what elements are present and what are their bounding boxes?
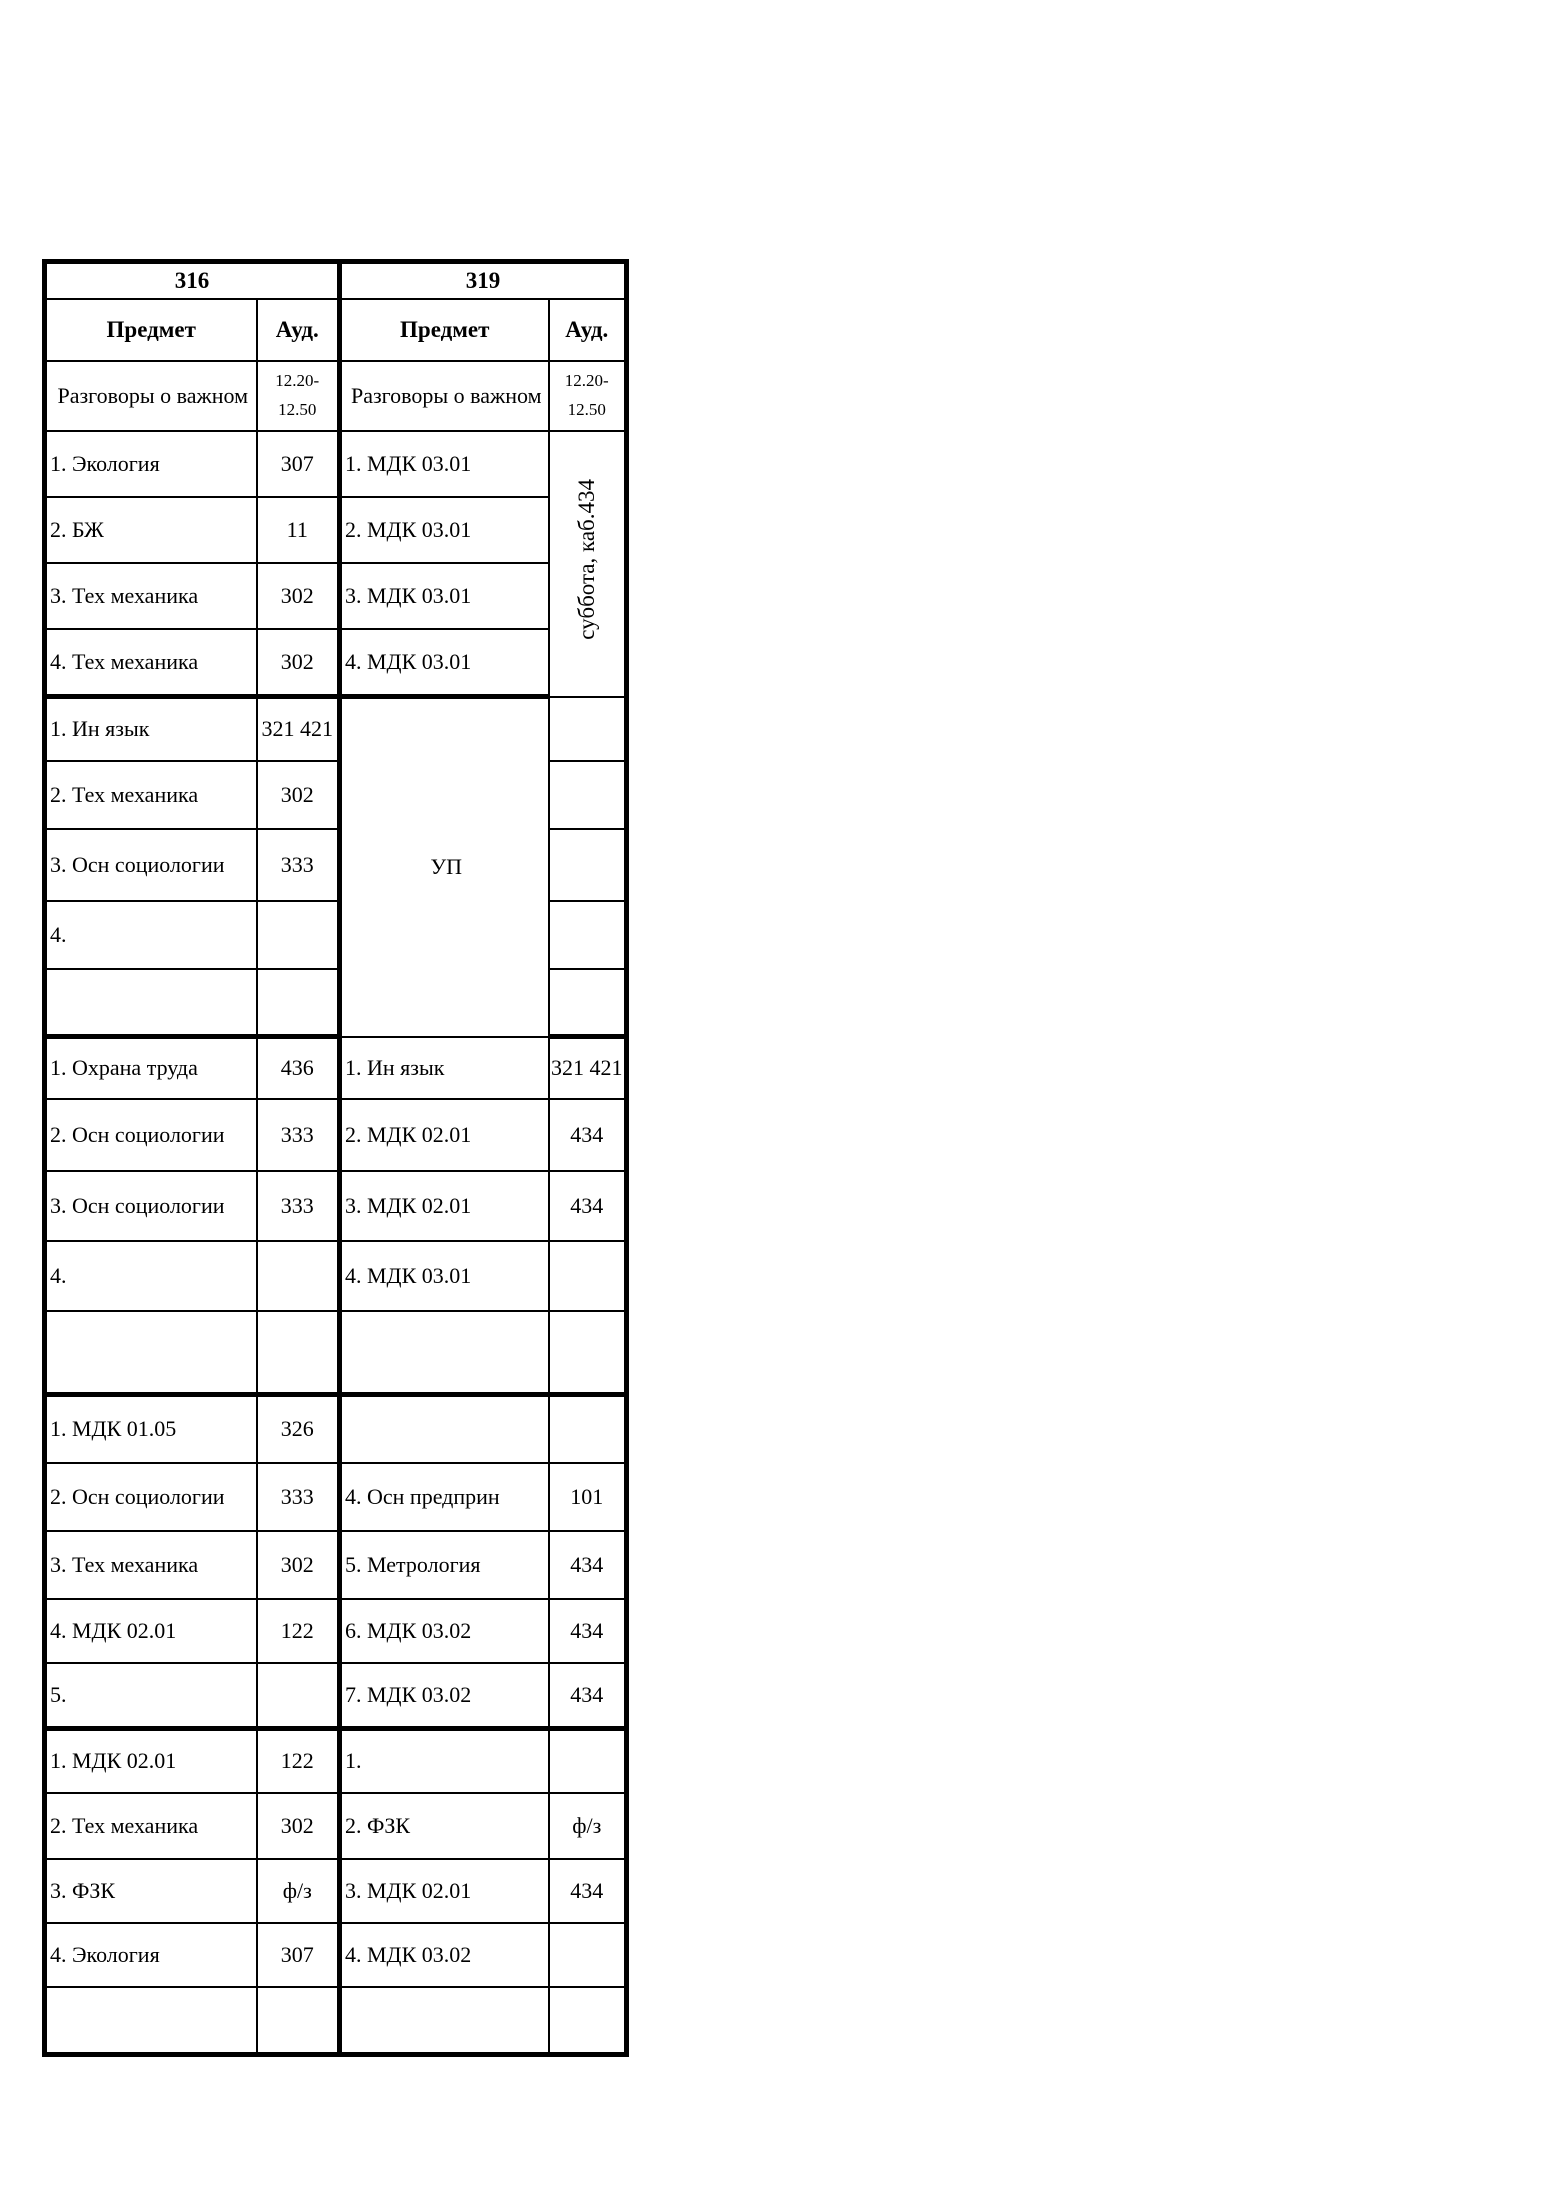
room-cell: 302 (257, 629, 340, 697)
schedule-row (45, 1599, 627, 1663)
subject-cell: 2. Тех механика (45, 1793, 257, 1859)
subject-cell: Разговоры о важном (340, 361, 549, 431)
room-cell (257, 969, 340, 1037)
room-cell (549, 1241, 627, 1311)
room-cell: 12.20-12.50 (257, 361, 340, 431)
room-cell (549, 1923, 627, 1987)
room-cell (549, 761, 627, 829)
subject-cell: 5. Метрология (340, 1531, 549, 1599)
room-cell: 434 (549, 1171, 627, 1241)
room-cell: 302 (257, 1531, 340, 1599)
room-cell: 307 (257, 1923, 340, 1987)
schedule-row (45, 563, 627, 629)
room-cell: 434 (549, 1599, 627, 1663)
subject-cell: 3. Тех механика (45, 563, 257, 629)
schedule-row (45, 431, 627, 497)
subject-cell: 2. Тех механика (45, 761, 257, 829)
group-319-header: 319 (340, 262, 627, 299)
room-cell: 436 (257, 1037, 340, 1099)
subject-cell: Разговоры о важном (45, 361, 257, 431)
group-316-header: 316 (45, 262, 340, 299)
subject-cell: 4. МДК 02.01 (45, 1599, 257, 1663)
room-cell (549, 1987, 627, 2055)
subject-cell: 4. (45, 901, 257, 969)
room-column-header: Ауд. (549, 299, 627, 361)
subject-cell: 3. МДК 03.01 (340, 563, 549, 629)
subject-cell: 1. Охрана труда (45, 1037, 257, 1099)
subject-cell: 4. МДК 03.02 (340, 1923, 549, 1987)
subject-cell: 6. МДК 03.02 (340, 1599, 549, 1663)
subject-cell: 2. Осн социологии (45, 1099, 257, 1171)
schedule-table (42, 259, 629, 2057)
subject-cell: 4. МДК 03.01 (340, 1241, 549, 1311)
schedule-row (45, 629, 627, 697)
subject-cell: 4. (45, 1241, 257, 1311)
room-cell: 122 (257, 1599, 340, 1663)
room-cell: 101 (549, 1463, 627, 1531)
schedule-row (45, 1923, 627, 1987)
room-cell (549, 829, 627, 901)
schedule-row (45, 1531, 627, 1599)
subject-cell: 1. Ин язык (45, 697, 257, 761)
subject-cell (45, 1987, 257, 2055)
schedule-row (45, 1663, 627, 1729)
subject-cell: 4. Экология (45, 1923, 257, 1987)
room-cell: 321 421 (549, 1037, 627, 1099)
room-cell (257, 1241, 340, 1311)
schedule-row (45, 1729, 627, 1793)
subject-cell: 2. ФЗК (340, 1793, 549, 1859)
subject-cell: 4. Тех механика (45, 629, 257, 697)
saturday-room-note: суббота, каб.434 (574, 479, 600, 641)
room-cell (549, 1395, 627, 1463)
room-cell (549, 969, 627, 1037)
room-cell (257, 1663, 340, 1729)
room-cell: 321 421 (257, 697, 340, 761)
subject-cell: 5. (45, 1663, 257, 1729)
schedule-body (45, 262, 627, 2055)
group-header-row (45, 262, 627, 299)
subject-cell: 3. Тех механика (45, 1531, 257, 1599)
room-cell: 333 (257, 1463, 340, 1531)
schedule-row (45, 697, 627, 761)
subject-column-header: Предмет (45, 299, 257, 361)
room-cell: ф/з (549, 1793, 627, 1859)
subject-cell: 3. МДК 02.01 (340, 1171, 549, 1241)
room-cell (549, 1311, 627, 1395)
room-cell (257, 1987, 340, 2055)
room-cell: 302 (257, 1793, 340, 1859)
room-cell: 302 (257, 563, 340, 629)
schedule-row (45, 1099, 627, 1171)
schedule-row (45, 1463, 627, 1531)
room-cell-vertical-note (549, 431, 627, 697)
subject-cell: УП (340, 697, 549, 1037)
room-cell: 434 (549, 1531, 627, 1599)
room-cell: 302 (257, 761, 340, 829)
room-cell (549, 697, 627, 761)
subject-cell: 2. Осн социологии (45, 1463, 257, 1531)
room-cell: 326 (257, 1395, 340, 1463)
room-cell: ф/з (257, 1859, 340, 1923)
room-cell: 11 (257, 497, 340, 563)
schedule-row (45, 1859, 627, 1923)
room-cell (257, 901, 340, 969)
subject-cell: 3. Осн социологии (45, 1171, 257, 1241)
room-cell: 12.20-12.50 (549, 361, 627, 431)
subject-cell (45, 1311, 257, 1395)
subject-cell: 1. (340, 1729, 549, 1793)
subject-cell: 1. МДК 01.05 (45, 1395, 257, 1463)
subject-cell (340, 1311, 549, 1395)
room-cell (549, 1729, 627, 1793)
schedule-row (45, 1793, 627, 1859)
subject-cell: 1. Экология (45, 431, 257, 497)
subject-cell: 2. МДК 02.01 (340, 1099, 549, 1171)
room-cell: 122 (257, 1729, 340, 1793)
room-cell: 434 (549, 1099, 627, 1171)
room-cell (257, 1311, 340, 1395)
subject-cell: 2. БЖ (45, 497, 257, 563)
subject-cell: 2. МДК 03.01 (340, 497, 549, 563)
room-cell (549, 901, 627, 969)
room-cell: 307 (257, 431, 340, 497)
subject-cell: 3. ФЗК (45, 1859, 257, 1923)
room-cell: 333 (257, 829, 340, 901)
subject-cell: 1. МДК 02.01 (45, 1729, 257, 1793)
subject-cell: 3. МДК 02.01 (340, 1859, 549, 1923)
schedule-row (45, 1311, 627, 1395)
subject-cell: 7. МДК 03.02 (340, 1663, 549, 1729)
room-cell: 333 (257, 1171, 340, 1241)
subject-cell: 3. Осн социологии (45, 829, 257, 901)
schedule-row (45, 361, 627, 431)
column-header-row (45, 299, 627, 361)
subject-cell: 4. Осн предприн (340, 1463, 549, 1531)
room-cell: 434 (549, 1859, 627, 1923)
room-cell: 434 (549, 1663, 627, 1729)
schedule-row (45, 1395, 627, 1463)
room-cell: 333 (257, 1099, 340, 1171)
subject-cell (340, 1395, 549, 1463)
subject-column-header: Предмет (340, 299, 549, 361)
room-column-header: Ауд. (257, 299, 340, 361)
schedule-row (45, 1037, 627, 1099)
subject-cell (340, 1987, 549, 2055)
schedule-row (45, 1987, 627, 2055)
schedule-row (45, 497, 627, 563)
subject-cell: 1. МДК 03.01 (340, 431, 549, 497)
subject-cell: 4. МДК 03.01 (340, 629, 549, 697)
subject-cell: 1. Ин язык (340, 1037, 549, 1099)
subject-cell (45, 969, 257, 1037)
schedule-row (45, 1171, 627, 1241)
schedule-row (45, 1241, 627, 1311)
